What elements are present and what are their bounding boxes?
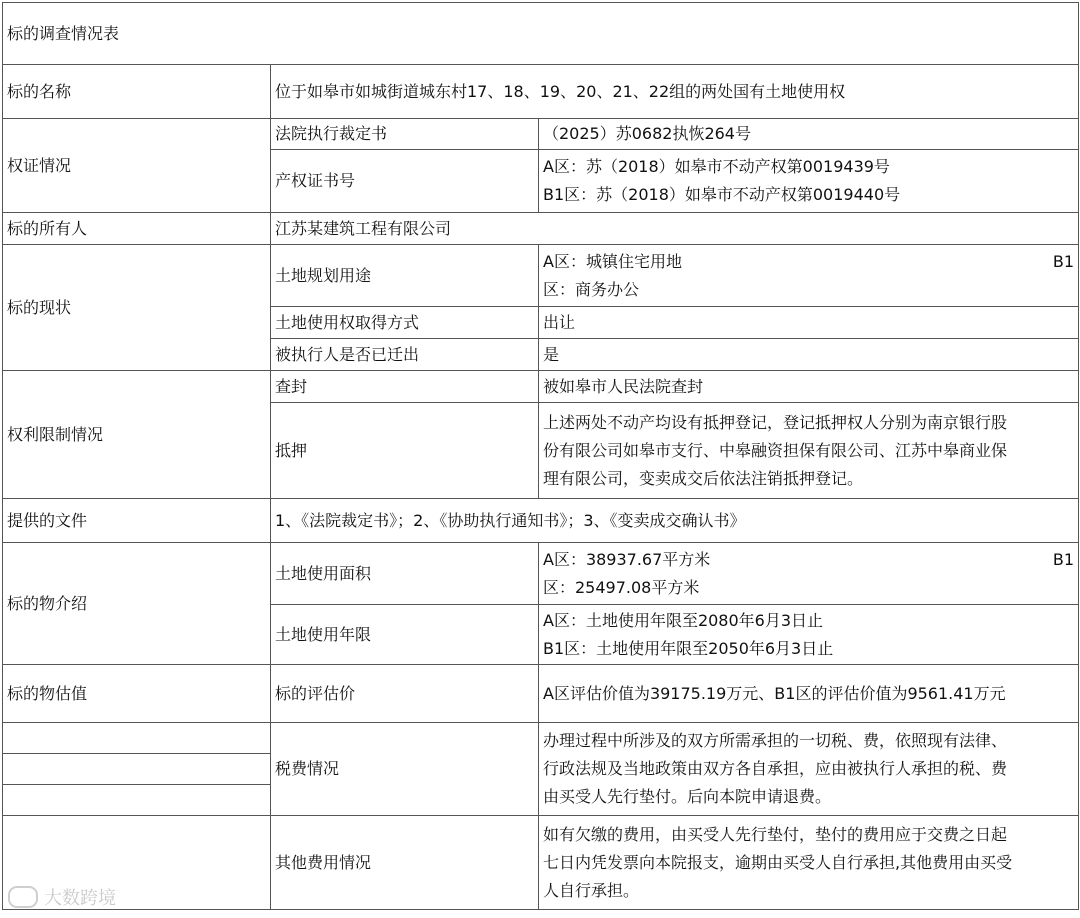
- label-name: 标的名称: [3, 65, 271, 119]
- label-seal: 查封: [271, 371, 539, 403]
- other-line-1: 如有欠缴的费用，由买受人先行垫付，垫付的费用应于交费之日起: [543, 824, 1008, 844]
- other-line-2: 七日内凭发票向本院报支，逾期由买受人自行承担,其他费用由买受: [543, 852, 1013, 872]
- plan-b1-prefix: B1: [1052, 251, 1075, 271]
- value-other: [539, 816, 1079, 910]
- row-valuation: [3, 665, 1079, 723]
- term-b: B1区：土地使用年限至2050年6月3日止: [543, 638, 834, 658]
- prop-b: B1区：苏（2018）如皋市不动产权第0019440号: [543, 185, 901, 204]
- label-court: 法院执行裁定书: [271, 119, 539, 150]
- value-name: 位于如皋市如城街道城东村17、18、19、20、21、22组的两处国有土地使用权: [271, 65, 1079, 119]
- area-b1-rest: 区：25497.08平方米: [543, 577, 700, 597]
- value-valuation: A区评估价值为39175.19万元、B1区的评估价值为9561.41万元: [539, 665, 1079, 723]
- label-mort: 抵押: [271, 403, 539, 499]
- row-name: [3, 65, 1079, 119]
- table-title: 标的调查情况表: [3, 3, 1079, 65]
- value-term: [539, 605, 1079, 665]
- row-docs: [3, 499, 1079, 543]
- table-title-row: [3, 3, 1079, 65]
- value-mort: [539, 403, 1079, 499]
- tax-line-2: 行政法规及当地政策由双方各自承担，应由被执行人承担的税、费: [543, 759, 1008, 778]
- mort-line-3: 理有限公司，变卖成交后依法注销抵押登记。: [543, 468, 864, 488]
- area-b1-prefix: B1: [1052, 549, 1075, 569]
- label-moved: 被执行人是否已迁出: [271, 339, 539, 371]
- value-seal: 被如皋市人民法院查封: [539, 371, 1079, 403]
- empty-cell-2: [3, 754, 271, 785]
- label-acq: 土地使用权取得方式: [271, 307, 539, 339]
- row-intro-area: [3, 543, 1079, 605]
- area-a: A区：38937.67平方米: [543, 549, 711, 569]
- value-owner: 江苏某建筑工程有限公司: [271, 213, 1079, 245]
- row-restrict-seal: [3, 371, 1079, 403]
- label-intro: 标的物介绍: [3, 543, 271, 665]
- value-docs: 1、《法院裁定书》；2、《协助执行通知书》；3、《变卖成交确认书》: [271, 499, 1079, 543]
- row-status-plan: [3, 245, 1079, 307]
- row-tax-a: [3, 723, 1079, 754]
- label-cert: 权证情况: [3, 119, 271, 213]
- survey-table: [2, 2, 1079, 910]
- plan-a: A区：城镇住宅用地: [543, 251, 682, 271]
- row-cert-court: [3, 119, 1079, 150]
- term-a: A区：土地使用年限至2080年6月3日止: [543, 610, 824, 630]
- label-tax: 税费情况: [271, 723, 539, 816]
- label-status: 标的现状: [3, 245, 271, 371]
- watermark-text: 大数跨境: [44, 888, 116, 909]
- row-owner: [3, 213, 1079, 245]
- value-moved: 是: [539, 339, 1079, 371]
- label-area: 土地使用面积: [271, 543, 539, 605]
- empty-cell-1: [3, 723, 271, 754]
- label-owner: 标的所有人: [3, 213, 271, 245]
- tax-line-1: 办理过程中所涉及的双方所需承担的一切税、费，依照现有法律、: [543, 731, 1008, 750]
- value-court: （2025）苏0682执恢264号: [539, 119, 1079, 150]
- mort-line-2: 份有限公司如皋市支行、中皋融资担保有限公司、江苏中皋商业保: [543, 440, 1008, 460]
- label-plan: 土地规划用途: [271, 245, 539, 307]
- label-term: 土地使用年限: [271, 605, 539, 665]
- empty-cell-3: [3, 785, 271, 816]
- mort-line-1: 上述两处不动产均设有抵押登记，登记抵押权人分别为南京银行股: [543, 412, 1008, 432]
- watermark-logo-icon: [8, 886, 38, 908]
- value-area: [539, 543, 1079, 605]
- label-other: 其他费用情况: [271, 816, 539, 910]
- label-restrict: 权利限制情况: [3, 371, 271, 499]
- value-plan: [539, 245, 1079, 307]
- watermark: [8, 884, 116, 910]
- tax-line-3: 由买受人先行垫付。后向本院申请退费。: [543, 787, 832, 806]
- row-other: [3, 816, 1079, 910]
- label-prop: 产权证书号: [271, 150, 539, 213]
- value-acq: 出让: [539, 307, 1079, 339]
- value-prop: [539, 150, 1079, 213]
- value-tax: [539, 723, 1079, 816]
- prop-a: A区：苏（2018）如皋市不动产权第0019439号: [543, 157, 890, 176]
- label-docs: 提供的文件: [3, 499, 271, 543]
- label-valuation: 标的物估值: [3, 665, 271, 723]
- other-line-3: 人自行承担。: [543, 880, 640, 900]
- label-valuation-sub: 标的评估价: [271, 665, 539, 723]
- plan-b1-rest: 区：商务办公: [543, 279, 640, 299]
